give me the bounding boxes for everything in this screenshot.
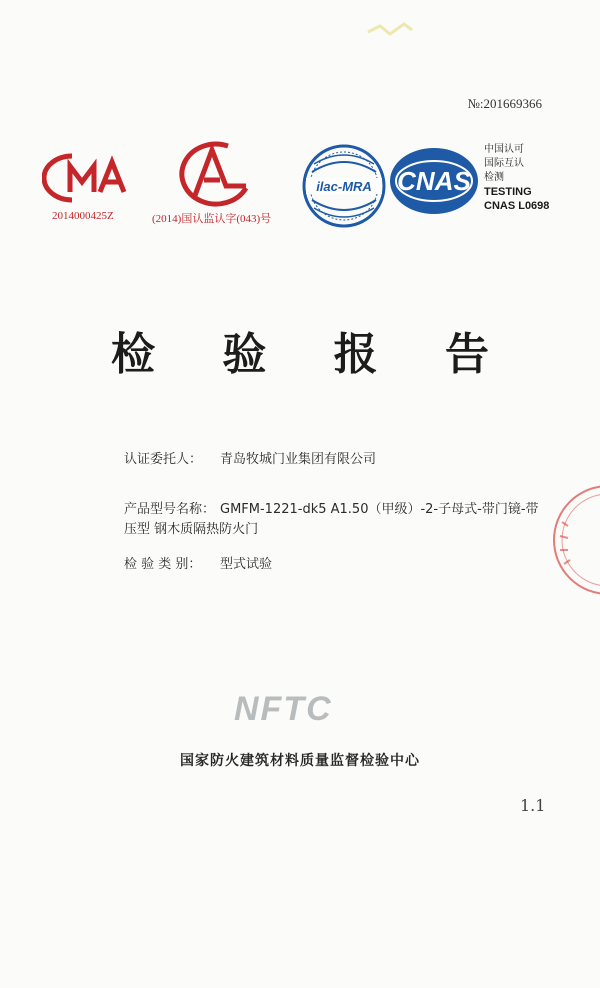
client-value: 青岛牧城门业集团有限公司 bbox=[220, 452, 377, 467]
red-seal-stamp bbox=[548, 482, 600, 598]
cnas-line: 国际互认 bbox=[484, 158, 524, 169]
test-type-label: 检 验 类 别： bbox=[124, 557, 202, 572]
product-field bbox=[124, 500, 554, 540]
cma-code: 2014000425Z bbox=[52, 210, 114, 222]
cnas-accreditation-text bbox=[484, 143, 549, 213]
cnas-line: 中国认可 bbox=[484, 144, 524, 155]
product-value-line2: 压型 钢木质隔热防火门 bbox=[124, 522, 259, 537]
test-type-field bbox=[124, 555, 272, 575]
client-field bbox=[124, 450, 376, 470]
svg-text:CNAS: CNAS bbox=[397, 166, 471, 196]
document-title: 检 验 报 告 bbox=[111, 329, 515, 380]
paper-smudge bbox=[360, 12, 420, 52]
product-label: 产品型号名称： bbox=[124, 502, 216, 517]
cnas-line: TESTING bbox=[484, 186, 532, 198]
test-type-value: 型式试验 bbox=[220, 557, 273, 572]
ilac-mra-logo bbox=[300, 142, 388, 230]
cnas-line: 检测 bbox=[484, 172, 504, 183]
cnas-logo bbox=[388, 146, 480, 216]
document-number: №:201669366 bbox=[467, 96, 542, 111]
client-label: 认证委托人： bbox=[124, 452, 203, 467]
svg-text:ilac-MRA: ilac-MRA bbox=[316, 179, 372, 194]
cal-code: (2014)国认监认字(043)号 bbox=[152, 213, 272, 225]
handwritten-note: 1.1 bbox=[520, 796, 546, 815]
cma-logo bbox=[42, 148, 134, 208]
nftc-logo: NFTC bbox=[234, 690, 333, 728]
cnas-line: CNAS L0698 bbox=[484, 200, 550, 212]
cal-logo bbox=[168, 136, 260, 212]
product-value-line1: GMFM-1221-dk5 A1.50（甲级）-2-子母式-带门镜-带 bbox=[220, 502, 539, 517]
issuer-name: 国家防火建筑材料质量监督检验中心 bbox=[180, 753, 420, 769]
